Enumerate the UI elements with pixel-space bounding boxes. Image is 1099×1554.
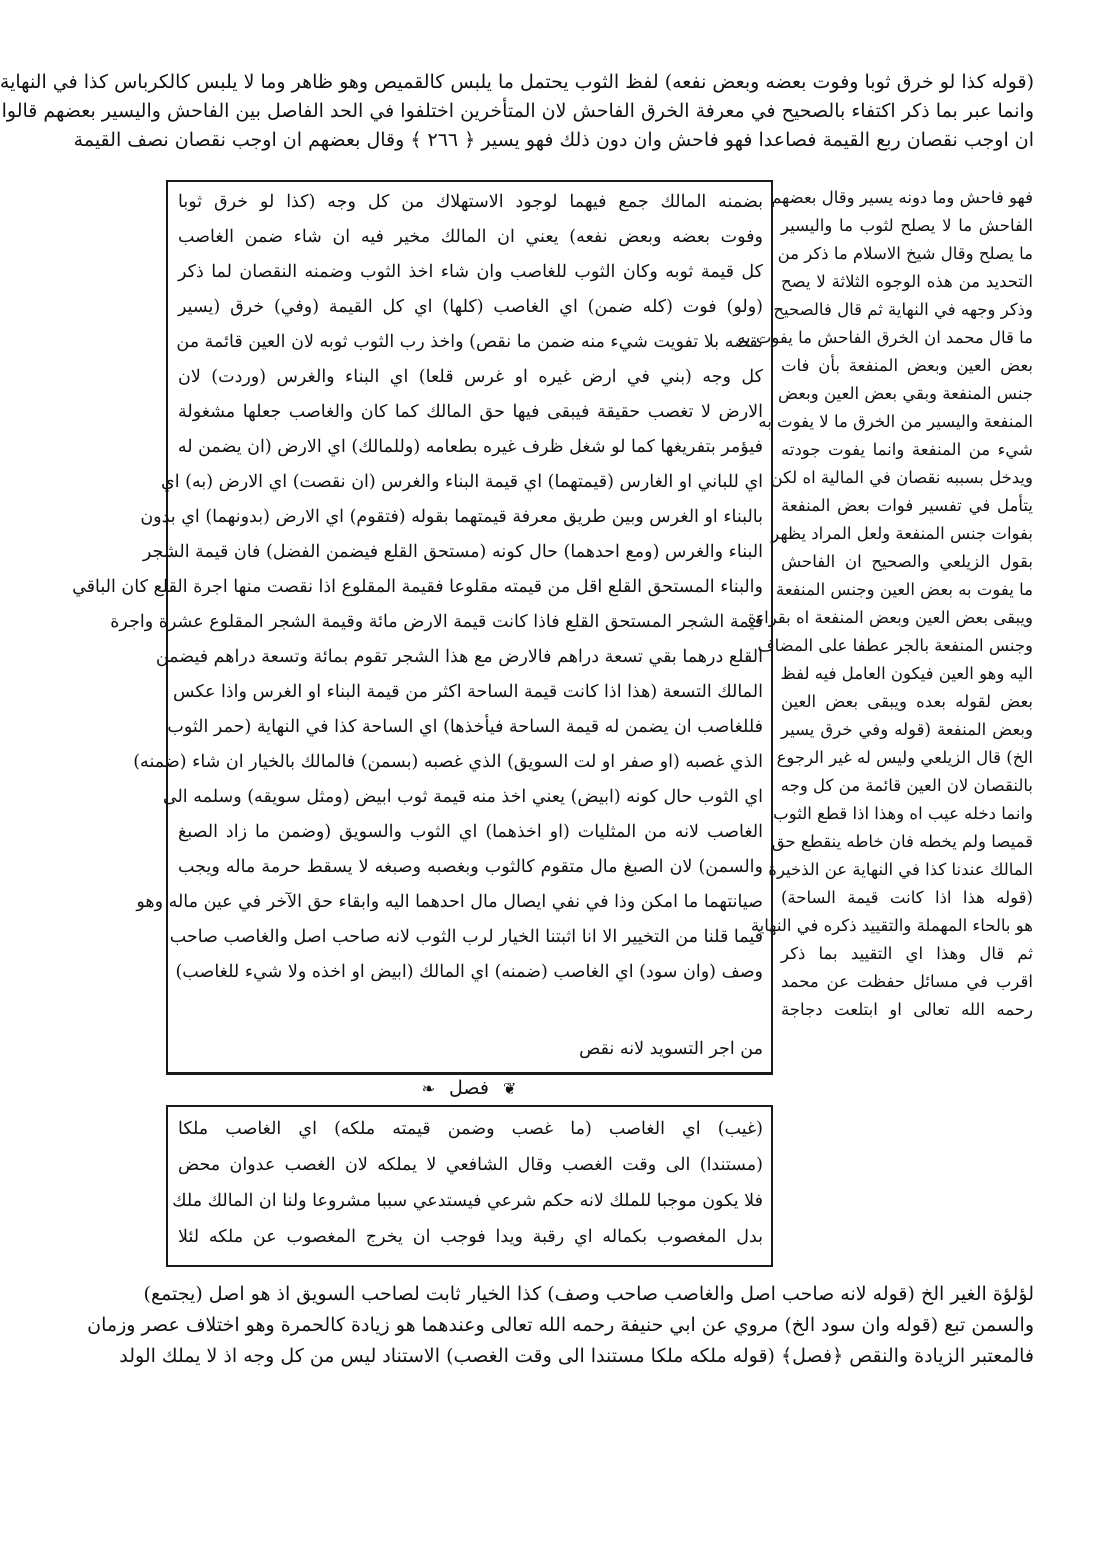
side-line: وجنس المنفعة بالجر عطفا على المضاف [757,636,1033,655]
main-line: فللغاصب ان يضمن له قيمة الساحة فيأخذها) اي الساحة كذا في النهاية (حمر الثوب [167,717,763,737]
section-line: فلا يكون موجبا للملك لانه حكم شرعي فيستدعي سببا مشروعا ولنا ان المالك ملك [172,1191,763,1211]
main-line: اي الثوب حال كونه (ابيض) يعني اخذ منه قيمة ثوب ابيض (ومثل سويقه) وسلمه الى [162,787,763,807]
ornament-right-icon: ❧ [421,1079,435,1098]
footer-line: لؤلؤة الغير الخ (قوله لانه صاحب اصل والغاصب صاحب وصف) كذا الخيار ثابت لصاحب السويق اذ هو اصل (يجتمع) [143,1283,1034,1305]
header-line: (قوله كذا لو خرق ثوبا وفوت بعضه وبعض نفعه) لفظ الثوب يحتمل ما يلبس كالقميص وهو ظاهر وما لا يلبس كالكرباس كذا في النهاية [0,71,1034,93]
main-line: كل وجه (بني في ارض غيره او غرس قلعا) اي البناء والغرس (وردت) لان [178,367,763,387]
side-line: ويبقى بعض العين وبعض المنفعة اه بقراءة [747,608,1033,627]
main-line: الذي غصبه (او صفر او لت السويق) الذي غصبه (بسمن) فالمالك بالخيار ان شاء (ضمنه) [133,752,763,772]
footer-line: والسمن تبع (قوله وان سود الخ) مروي عن ابي حنيفة رحمه الله تعالى وعندهما هو زيادة كالحمرة وهو اختلاف عصر وزمان [87,1314,1034,1336]
side-line: ما يفوت به بعض العين وجنس المنفعة [775,580,1033,599]
side-line: هو بالحاء المهملة والتقييد ذكره في النهاية [750,916,1033,935]
side-line: ما قال محمد ان الخرق الفاحش ما يفوت به [737,328,1033,347]
main-line: صيانتهما ما امكن وذا في نفي ايصال مال احدهما اليه وابقاء حق الآخر في عين ماله وهو [136,892,763,912]
side-line: بعض العين وبعض المنفعة بأن فات [781,356,1033,375]
main-line: البناء والغرس (ومع احدهما) حال كونه (مستحق القلع فيضمن الفضل) فان قيمة الشجر [142,542,763,562]
side-line: (قوله هذا اذا كانت قيمة الساحة) [781,888,1033,907]
side-line: ويدخل بسببه نقصان في المالية اه لكن [770,468,1033,487]
side-line: المنفعة واليسير من الخرق ما لا يفوت به [758,412,1033,431]
main-line: فيما قلنا من التخيير الا انا اثبتنا الخيار لرب الثوب لانه صاحب اصل والغاصب صاحب [169,927,763,947]
section-line: (مستندا) الى وقت الغصب وقال الشافعي لا يملكه لان الغصب عدوان محض [178,1155,763,1175]
main-line: (ولو) فوت (كله ضمن) اي الغاصب (كلها) اي كل القيمة (وفي) خرق (يسير [178,297,763,317]
side-line: اليه وهو العين فيكون العامل فيه لفظ [780,664,1033,683]
side-line: يتأمل في تفسير فوات بعض المنفعة [781,496,1033,515]
header-line: ان اوجب نقصان ربع القيمة فصاعدا فهو فاحش وان دون ذلك فهو يسير ﴿ ٢٦٦ ﴾ وقال بعضهم ان اوجب نقصان نصف القيمة [73,129,1034,151]
side-line: ما يصلح وقال شيخ الاسلام ما ذكر من [777,244,1033,263]
main-line: نقصه بلا تفويت شيء منه ضمن ما نقص) واخذ رب الثوب ثوبه لان العين قائمة من [176,332,763,352]
side-line: فهو فاحش وما دونه يسير وقال بعضهم [771,188,1033,207]
section-line: بدل المغصوب بكماله اي رقبة ويدا فوجب ان يخرج المغصوب عن ملكه لئلا [178,1227,763,1247]
main-line: فيؤمر بتفريغها كما لو شغل ظرف غيره بطعامه (وللمالك) اي الارض (ان يضمن له [177,437,763,457]
section-line: (غيب) اي الغاصب (ما غصب وضمن قيمته ملكه) اي الغاصب ملكا [178,1119,763,1139]
main-line: بالبناء او الغرس وبين طريق معرفة قيمتهما بقوله (فتقوم) اي الارض (بدونهما) اي بدون [140,507,763,527]
main-line: وفوت بعضه وبعض نفعه) يعني ان المالك مخير فيه ان شاء ضمن الغاصب [178,227,763,247]
side-line: التحديد من هذه الوجوه الثلاثة لا يصح [781,272,1033,291]
side-line: قميصا ولم يخطه فان خاطه ينقطع حق [771,832,1033,851]
side-line: الفاحش ما لا يصلح لثوب ما واليسير [781,216,1033,235]
footer-line: فالمعتبر الزيادة والنقص ﴿فصل﴾ (قوله ملكه ملكا مستندا الى وقت الغصب) الاستناد ليس من كل وجه اذ لا يملك الولد [119,1345,1034,1367]
section-heading [384,1073,554,1103]
main-line: والبناء المستحق القلع اقل من قيمته مقلوعا فقيمة المقلوع اذا نقصت منها اجرة القلع كان الباقي [72,577,763,597]
main-line: المالك التسعة (هذا اذا كانت قيمة الساحة اكثر من قيمة البناء او الغرس واذا عكس [173,682,763,702]
section-title: فصل [449,1077,489,1099]
side-line: وانما دخله عيب اه وهذا اذا قطع الثوب [773,804,1033,823]
side-line: وذكر وجهه في النهاية ثم قال فالصحيح [773,300,1033,319]
main-line: من اجر التسويد لانه نقص [579,1039,763,1059]
side-line: شيء من المنفعة وانما يفوت جودته [781,440,1033,459]
side-line: وبعض المنفعة (قوله وفي خرق يسير [781,720,1033,739]
side-line: بعض لقوله بعده ويبقى بعض العين [781,692,1033,711]
main-line: اي للباني او الغارس (قيمتهما) اي قيمة البناء والغرس (ان نقصت) اي الارض (به) اي [161,472,763,492]
side-line: بفوات جنس المنفعة ولعل المراد يظهر [771,524,1033,543]
main-line: بضمنه المالك جمع فيهما لوجود الاستهلاك من كل وجه (كذا لو خرق ثوبا [178,192,763,212]
side-line: بالنقصان لان العين قائمة من كل وجه [780,776,1033,795]
main-line: والسمن) لان الصبغ مال متقوم كالثوب وبغصبه وصبغه لا يسقط حرمة ماله ويجب [178,857,763,877]
main-line: الغاصب لانه من المثليات (او اخذهما) اي الثوب والسويق (وضمن ما زاد الصبغ [178,822,763,842]
side-line: المالك عندنا كذا في النهاية عن الذخيرة [768,860,1033,879]
main-line: قيمة الشجر المستحق القلع فاذا كانت قيمة الارض مائة وقيمة الشجر المقلوع عشرة واجرة [110,612,763,632]
side-line: جنس المنفعة وبقي بعض العين وبعض [778,384,1033,403]
main-line: الارض لا تغصب حقيقة فيبقى فيها حق المالك كما كان والغاصب جعلها مشغولة [178,402,763,422]
main-line: كل قيمة ثوبه وكان الثوب للغاصب وان شاء اخذ الثوب وضمنه النقصان لما ذكر [178,262,763,282]
side-line: رحمه الله تعالى او ابتلعت دجاجة [781,1000,1033,1019]
ornament-left-icon: ❦ [503,1079,517,1098]
header-line: وانما عبر بما ذكر اكتفاء بالصحيح في معرفة الخرق الفاحش لان المتأخرين اختلفوا في الحد الفاصل بين الفاحش واليسير بعضهم قالوا [1,100,1034,122]
main-line: القلع درهما بقي تسعة دراهم فالارض مع هذا الشجر تقوم بمائة وتسعة دراهم فيضمن [155,647,763,667]
side-line: اقرب في مسائل حفظت عن محمد [781,972,1033,991]
side-line: بقول الزيلعي والصحيح ان الفاحش [781,552,1033,571]
main-line: وصف (وان سود) اي الغاصب (ضمنه) اي المالك (ابيض او اخذه ولا شيء للغاصب) [175,962,763,982]
side-line: الخ) قال الزيلعي وليس له غير الرجوع [776,748,1033,767]
side-line: ثم قال وهذا اي التقييد بما ذكر [781,944,1033,963]
